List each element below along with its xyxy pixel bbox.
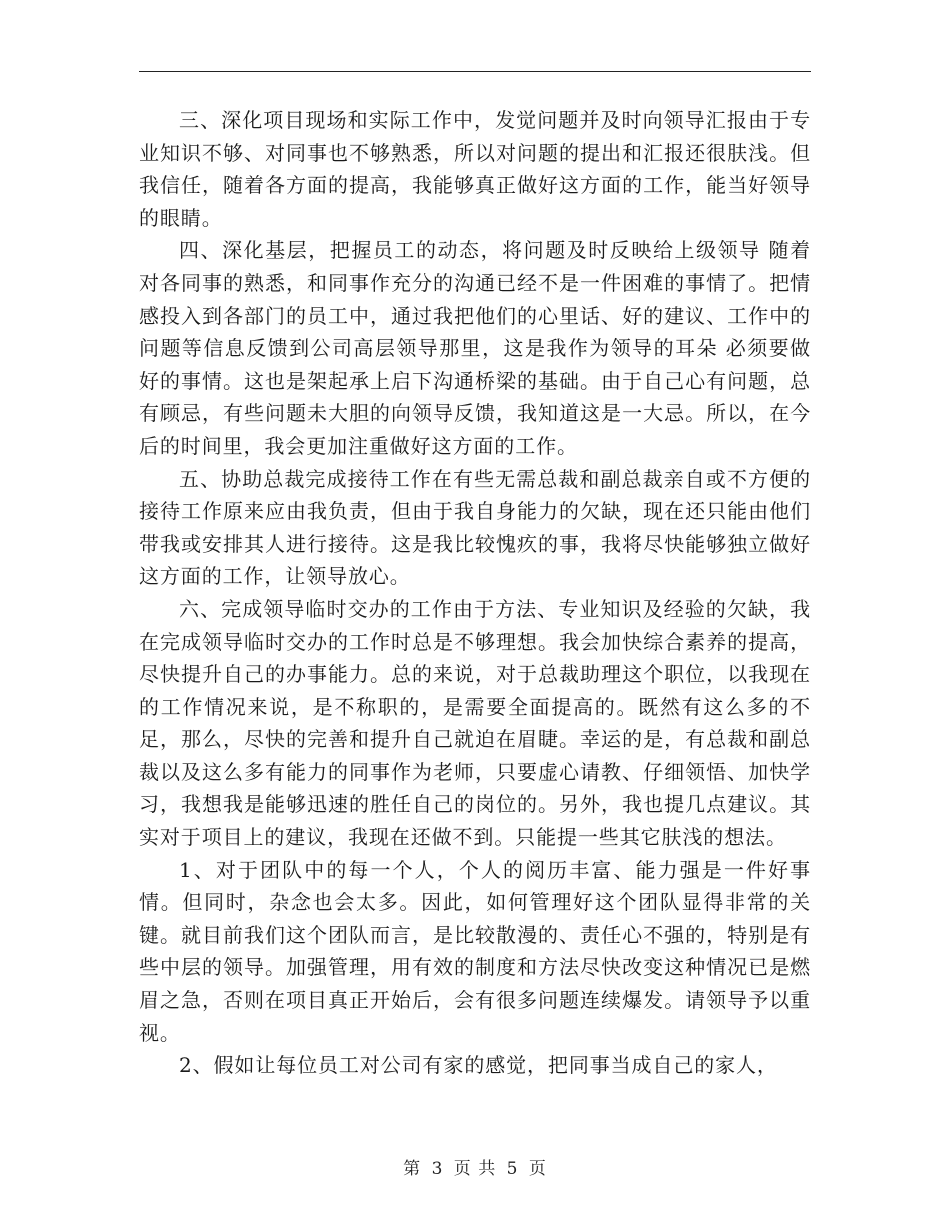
footer-suffix: 页	[528, 1159, 547, 1179]
page-footer	[0, 1154, 950, 1179]
paragraph-4: 四、深化基层，把握员工的动态，将问题及时反映给上级领导 随着对各同事的熟悉，和同事作充分的沟通已经不是一件困难的事情了。把情感投入到各部门的员工中，通过我把他们的心里话、好的建议、工作中的问题等信息反馈到公司高层领导那里，这是我作为领导的耳朵 必须要做好的事情。这也是架起承上启下沟通桥梁的基础。由于自己心有问题，总有顾忌，有些问题未大胆的向领导反馈，我知道这是一大忌。所以，在今后的时间里，我会更加注重做好这方面的工作。	[139, 238, 811, 458]
suggestion-2: 2、假如让每位员工对公司有家的感觉，把同事当成自己的家人，	[179, 1053, 778, 1078]
paragraph-6: 六、完成领导临时交办的工作由于方法、专业知识及经验的欠缺，我在完成领导临时交办的工作时总是不够理想。我会加快综合素养的提高，尽快提升自己的办事能力。总的来说，对于总裁助理这个职位，以我现在的工作情况来说，是不称职的，是需要全面提高的。既然有这么多的不足，那么，尽快的完善和提升自己就迫在眉睫。幸运的是，有总裁和副总裁以及这么多有能力的同事作为老师，只要虚心请教、仔细领悟、加快学习，我想我是能够迅速的胜任自己的岗位的。另外，我也提几点建议。其实对于项目上的建议，我现在还做不到。只能提一些其它肤浅的想法。	[139, 596, 811, 850]
paragraph-5: 五、协助总裁完成接待工作在有些无需总裁和副总裁亲自或不方便的接待工作原来应由我负责，但由于我自身能力的欠缺，现在还只能由他们带我或安排其人进行接待。这是我比较愧疚的事，我将尽快能够独立做好这方面的工作，让领导放心。	[139, 466, 811, 589]
document-body	[139, 104, 811, 1082]
page-number: 3	[431, 1159, 444, 1179]
footer-middle: 页 共	[453, 1159, 497, 1179]
footer-prefix: 第	[403, 1159, 422, 1179]
paragraph-3: 三、深化项目现场和实际工作中，发觉问题并及时向领导汇报由于专业知识不够、对同事也不够熟悉，所以对问题的提出和汇报还很肤浅。但我信任，随着各方面的提高，我能够真正做好这方面的工作，能当好领导的眼睛。	[139, 108, 811, 230]
header-rule	[139, 71, 811, 72]
page-total: 5	[506, 1159, 519, 1179]
suggestion-1: 1、对于团队中的每一个人，个人的阅历丰富、能力强是一件好事情。但同时，杂念也会太多。因此，如何管理好这个团队显得非常的关键。就目前我们这个团队而言，是比较散漫的、责任心不强的，特别是有些中层的领导。加强管理，用有效的制度和方法尽快改变这种情况已是燃眉之急，否则在项目真正开始后，会有很多问题连续爆发。请领导予以重视。	[139, 857, 811, 1045]
